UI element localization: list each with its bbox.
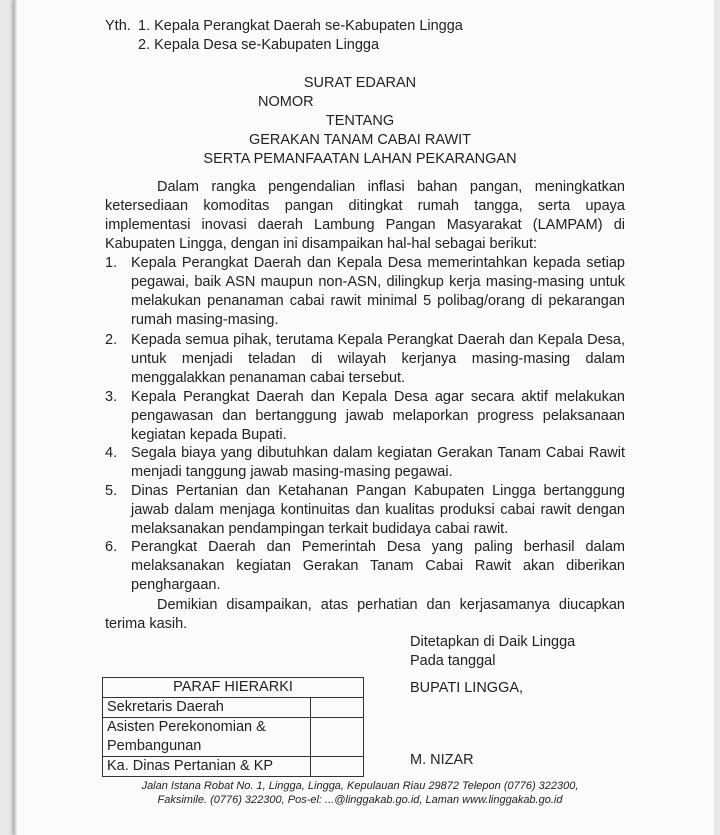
recipient-1: 1. Kepala Perangkat Daerah se-Kabupaten Lingga [138,18,463,34]
list-item [105,254,625,330]
table-row [103,757,364,777]
nomor-label: NOMOR [258,94,314,110]
paraf-signature-cell [311,718,364,757]
paraf-table-header: PARAF HIERARKI [103,678,364,698]
tentang-label: TENTANG [325,113,395,129]
paraf-row-label: Sekretaris Daerah [103,698,311,718]
closing-paragraph: Demikian disampaikan, atas perhatian dan kerjasamanya diucapkan terima kasih. [105,597,625,632]
list-item-text: Kepala Perangkat Daerah dan Kepala Desa agar secara aktif melakukan pengawasan dan bertanggung jawab melaporkan progress pelaksanaan kegiatan kepada Bupati. [131,389,625,443]
list-item-text: Kepada semua pihak, terutama Kepala Perangkat Daerah dan Kepala Desa, untuk menjadi teladan di wilayah kerjanya masing-masing dalam menggalakkan penanaman cabai tersebut. [131,332,625,386]
paraf-signature-cell [311,757,364,777]
list-item-text: Perangkat Daerah dan Pemerintah Desa yang paling berhasil dalam melaksanakan kegiatan Gerakan Tanam Cabai Rawit akan diberikan penghargaan. [131,539,625,593]
list-item-number: 4. [105,445,118,461]
list-item-number: 5. [105,483,118,499]
subject-line-1: GERAKAN TANAM CABAI RAWIT [248,132,472,148]
list-item [105,538,625,595]
paraf-hierarki-table [102,677,364,777]
signature-place: Ditetapkan di Daik Lingga [410,634,576,650]
footer-address: Jalan Istana Robat No. 1, Lingga, Lingga, Kepulauan Riau 29872 Telepon (0776) 322300, [141,780,579,792]
paraf-row-label: Asisten Perekonomian & Pembangunan [103,718,311,757]
list-item-number: 2. [105,332,118,348]
table-row [103,698,364,718]
subject-line-2: SERTA PEMANFAATAN LAHAN PEKARANGAN [203,151,517,167]
intro-paragraph: Dalam rangka pengendalian inflasi bahan pangan, meningkatkan ketersediaan komoditas pangan ditingkat rumah tangga, serta upaya implementasi inovasi daerah Lambung Pangan Masyarakat (LAMPAM) di Kabupaten Lingga, dengan ini disampaikan hal-hal sebagai berikut: [105,179,625,252]
recipient-2: 2. Kepala Desa se-Kabupaten Lingga [138,37,380,53]
list-item-text: Dinas Pertanian dan Ketahanan Pangan Kabupaten Lingga bertanggung jawab dalam menjaga kontinuitas dan kualitas produksi cabai rawit dengan melaksanakan pendampingan terkait budidaya cabai rawit. [131,483,625,537]
list-item-number: 1. [105,255,118,271]
signature-date: Pada tanggal [410,653,496,669]
signature-position: BUPATI LINGGA, [410,680,524,696]
list-item-number: 3. [105,389,118,405]
list-item-number: 6. [105,539,118,555]
signature-name: M. NIZAR [410,752,474,768]
list-item-text: Segala biaya yang dibutuhkan dalam kegiatan Gerakan Tanam Cabai Rawit menjadi tanggung jawab masing-masing pegawai. [131,445,625,480]
document-page [14,0,714,835]
doc-type-title: SURAT EDARAN [303,75,417,91]
list-item [105,331,625,388]
paraf-row-label: Ka. Dinas Pertanian & KP [103,757,311,777]
list-item [105,388,625,445]
paraf-signature-cell [311,698,364,718]
list-item [105,444,625,482]
list-item [105,482,625,539]
list-item-text: Kepala Perangkat Daerah dan Kepala Desa memerintahkan kepada setiap pegawai, baik ASN maupun non-ASN, dilingkup kerja masing-masing untuk melakukan penanaman cabai rawit minimal 5 polibag/orang di pekarangan rumah masing-masing. [131,255,625,328]
yth-label: Yth. [105,18,131,34]
table-row [103,718,364,757]
footer-contact: Faksimile. (0776) 322300, Pos-el: ...@linggakab.go.id, Laman www.linggakab.go.id [157,794,563,806]
